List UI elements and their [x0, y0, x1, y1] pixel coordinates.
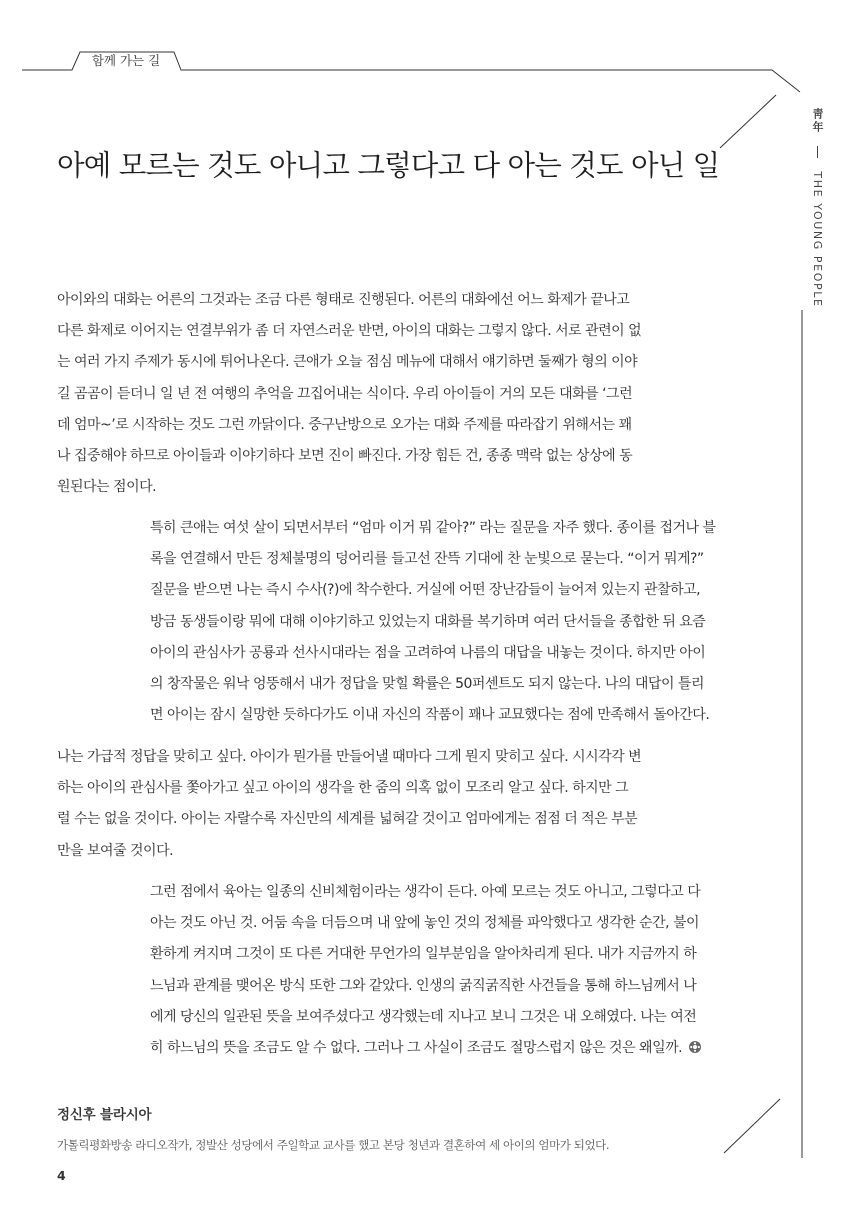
side-label [806, 108, 828, 308]
side-label-english: THE YOUNG PEOPLE [811, 171, 824, 308]
author-name: 정신후 블라시아 [57, 1107, 152, 1123]
paragraph-4 [150, 877, 772, 1064]
text-line [150, 1033, 702, 1064]
paragraph-1 [57, 285, 717, 503]
paragraph-3 [57, 742, 717, 867]
author-bio: 가톨릭평화방송 라디오작가, 정발산 성당에서 주일학교 교사를 했고 본당 청년과 결혼하여 세 아이의 엄마가 되었다. [57, 1138, 610, 1152]
text-line: 나는 가급적 정답을 맞히고 싶다. 아이가 뭔가를 만들어낼 때마다 그게 뭔지 맞히고 싶다. 시시각각 변 [57, 749, 642, 765]
text-line: 아이의 관심사가 공룡과 선사시대라는 점을 고려하여 나름의 대답을 내놓는 것이다. 하지만 아이 [150, 644, 706, 661]
text-line: 데 엄마~’로 시작하는 것도 그런 까닭이다. 중구난방으로 오가는 대화 주제를 따라잡기 위해서는 꽤 [57, 416, 632, 433]
bottom-diagonal-line [724, 1099, 780, 1153]
section-label: 함께 가는 길 [91, 53, 161, 68]
text-line: 원된다는 점이다. [57, 479, 157, 496]
text-line-final: 히 하느님의 뜻을 조금도 알 수 없다. 그러나 그 사실이 조금도 절망스럽지 않은 것은 왜일까. [150, 1040, 683, 1057]
page-number: 4 [57, 1168, 66, 1183]
text-line: 만을 보여줄 것이다. [57, 842, 174, 859]
text-line: 록을 연결해서 만든 정체불명의 덩어리를 들고선 잔뜩 기대에 찬 눈빛으로 묻는다. “이거 뭐게?” [150, 551, 704, 568]
text-line: 아는 것도 아닌 것. 어둠 속을 더듬으며 내 앞에 놓인 것의 정체를 파악했다고 생각한 순간, 불이 [150, 915, 700, 932]
side-label-divider [817, 146, 818, 158]
text-line: 의 창작물은 워낙 엉뚱해서 내가 정답을 맞힐 확률은 50퍼센트도 되지 않는다. 나의 대답이 틀리 [150, 676, 705, 693]
text-line: 면 아이는 잠시 실망한 듯하다가도 이내 자신의 작품이 꽤나 교묘했다는 점에 만족해서 돌아간다. [150, 707, 710, 724]
text-line: 길 곰곰이 듣더니 일 년 전 여행의 추억을 끄집어내는 식이다. 우리 아이들이 거의 모든 대화를 ‘그런 [57, 385, 633, 402]
text-line: 느님과 관계를 맺어온 방식 또한 그와 같았다. 인생의 굵직굵직한 사건들을 통해 하느님께서 나 [150, 977, 697, 994]
article-title: 아예 모르는 것도 아니고 그렇다고 다 아는 것도 아닌 일 [57, 149, 720, 182]
text-line: 특히 큰애는 여섯 살이 되면서부터 “엄마 이거 뭐 같아?” 라는 질문을 자주 했다. 종이를 접거나 블 [150, 520, 716, 536]
paragraph-2 [150, 513, 772, 731]
text-line: 다른 화제로 이어지는 연결부위가 좀 더 자연스러운 반면, 아이의 대화는 그렇지 않다. 서로 관련이 없 [57, 323, 642, 340]
text-line: 는 여러 가지 주제가 동시에 튀어나온다. 큰애가 오늘 점심 메뉴에 대해서 얘기하면 둘째가 형의 이야 [57, 354, 638, 371]
text-line: 하는 아이의 관심사를 쫓아가고 싶고 아이의 생각을 한 줌의 의혹 없이 모조리 알고 싶다. 하지만 그 [57, 780, 629, 797]
text-line: 나 집중해야 하므로 아이들과 이야기하다 보면 진이 빠진다. 가장 힘든 건, 종종 맥락 없는 상상에 동 [57, 448, 633, 465]
text-line: 방금 동생들이랑 뭐에 대해 이야기하고 있었는지 대화를 복기하며 여러 단서들을 종합한 뒤 요즘 [150, 613, 706, 630]
text-line: 에게 당신의 일관된 뜻을 보여주셨다고 생각했는데 지나고 보니 그것은 내 오해였다. 나는 여전 [150, 1008, 697, 1025]
top-diagonal-line [720, 95, 776, 148]
text-line: 그런 점에서 육아는 일종의 신비체험이라는 생각이 든다. 아예 모르는 것도 아니고, 그렇다고 다 [150, 884, 701, 900]
text-line: 질문을 받으면 나는 즉시 수사(?)에 착수한다. 거실에 어떤 장난감들이 늘어져 있는지 관찰하고, [150, 582, 701, 599]
text-line: 아이와의 대화는 어른의 그것과는 조금 다른 형태로 진행된다. 어른의 대화에선 어느 화제가 끝나고 [57, 292, 630, 308]
text-line: 환하게 켜지며 그것이 또 다른 거대한 무언가의 일부분임을 알아차리게 된다. 내가 지금까지 하 [150, 946, 697, 963]
end-mark-icon [688, 1040, 702, 1054]
side-label-hanja: 靑年 [811, 108, 824, 134]
text-line: 럴 수는 없을 것이다. 아이는 자랄수록 자신만의 세계를 넓혀갈 것이고 엄마에게는 점점 더 적은 부분 [57, 811, 638, 828]
